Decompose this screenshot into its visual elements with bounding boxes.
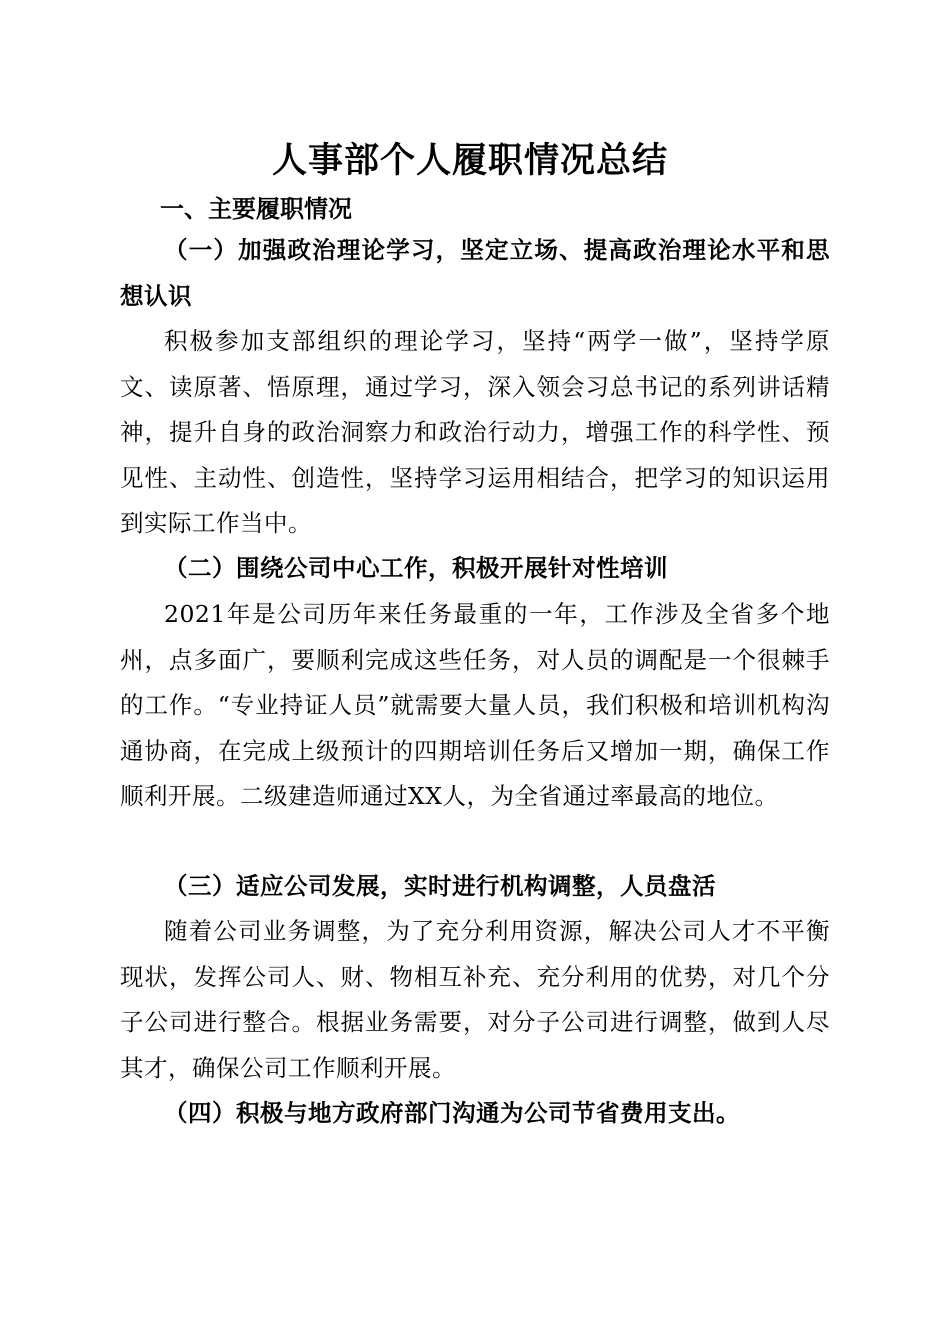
subsection-4-heading: （四）积极与地方政府部门沟通为公司节省费用支出。 — [164, 1099, 740, 1127]
subsection-3-heading: （三）适应公司发展，实时进行机构调整，人员盘活 — [164, 872, 716, 900]
subsection-1-body: 积极参加支部组织的理论学习，坚持“两学一做”，坚持学原文、读原著、悟原理，通过学习，深入领会习总书记的系列讲话精神，提升自身的政治洞察力和政治行动力，增强工作的科学性、预见性、主动性、创造性，坚持学习运用相结合，把学习的知识运用到实际工作当中。 — [120, 327, 830, 537]
section-heading: 一、主要履职情况 — [160, 195, 352, 223]
subsection-3-body: 随着公司业务调整，为了充分利用资源，解决公司人才不平衡现状，发挥公司人、财、物相互补充、充分利用的优势，对几个分子公司进行整合。根据业务需要，对分子公司进行调整，做到人尽其才，确保公司工作顺利开展。 — [120, 917, 830, 1082]
subsection-2-heading: （二）围绕公司中心工作，积极开展针对性培训 — [164, 554, 668, 582]
subsection-1-heading: （一）加强政治理论学习，坚定立场、提高政治理论水平和思想认识 — [120, 236, 830, 310]
subsection-2-body: 2021年是公司历年来任务最重的一年，工作涉及全省多个地州，点多面广，要顺利完成这些任务，对人员的调配是一个很棘手的工作。“专业持证人员”就需要大量人员，我们积极和培训机构沟通协商，在完成上级预计的四期培训任务后又增加一期，确保工作顺利开展。二级建造师通过XX人，为全省通过率最高的地位。 — [120, 600, 830, 810]
document-title: 人事部个人履职情况总结 — [271, 140, 668, 181]
